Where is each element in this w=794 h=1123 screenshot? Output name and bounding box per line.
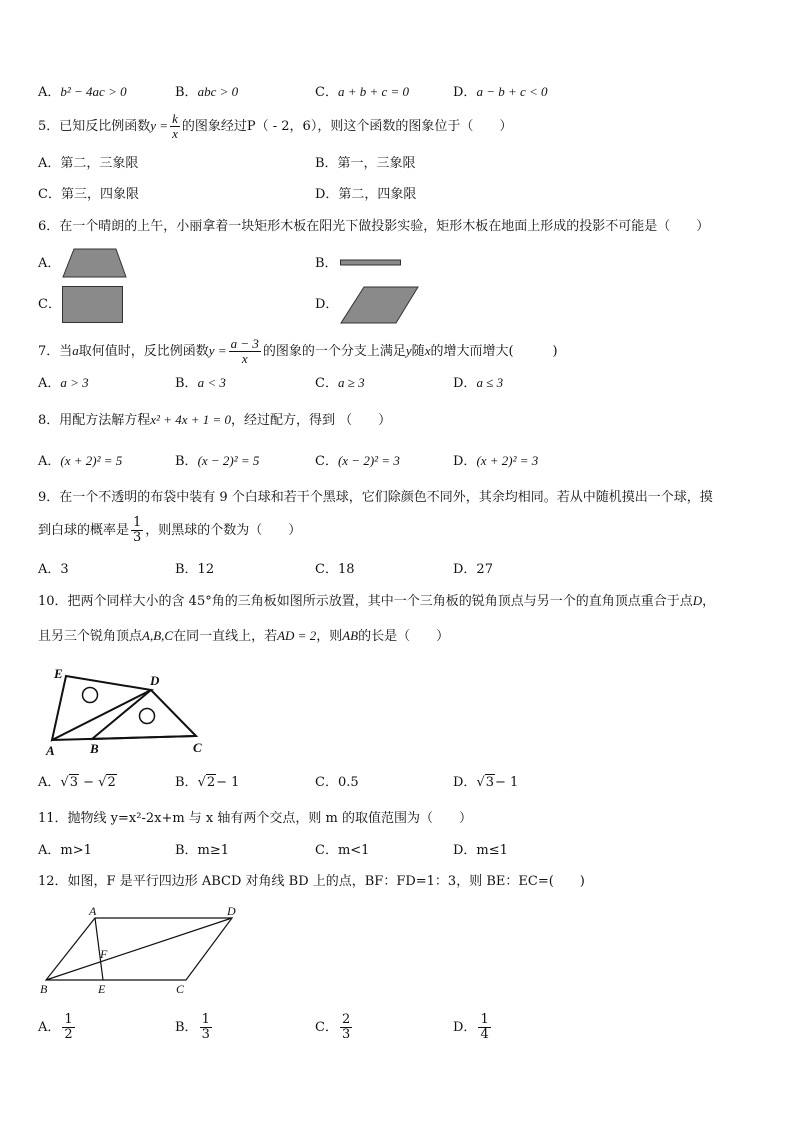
q12-option-c: C． $\frac{2}{3}$ (315, 1012, 351, 1042)
q8-option-a: A．(x + 2)² = 5 (38, 453, 123, 469)
q12-option-a: A． $\frac{1}{2}$ (38, 1012, 73, 1042)
q4-option-b: B．abc > 0 (175, 84, 239, 100)
q12-label-f: F (100, 947, 108, 961)
q10-circle-hole-2 (140, 709, 155, 724)
q10-line-ac (52, 736, 196, 740)
q4-option-a-math: b² − 4ac > 0 (60, 84, 127, 99)
q7-option-a: A．a > 3 (38, 375, 89, 391)
q6-trapezoid-figure (62, 248, 128, 278)
q6-stem: 6．在一个晴朗的上午，小丽拿着一块矩形木板在阳光下做投影实验，矩形木板在地面上形成的投影不可能是（ ） (38, 219, 710, 234)
q7-option-d: D．a ≤ 3 (453, 375, 504, 391)
q11-stem: 11．抛物线 y=x²-2x+m 与 x 轴有两个交点，则 m 的取值范围为（ ） (38, 811, 472, 826)
q12-option-d: D． $\frac{1}{4}$ (453, 1012, 489, 1042)
q8-option-d: D．(x + 2)² = 3 (453, 453, 539, 469)
q5-stem: 5．已知反比例函数y = $\frac{k}{x}$ 的图象经过P（ - 2，6），则这个函数的图象位于（ ） (38, 111, 513, 141)
q9-stem-line1: 9．在一个不透明的布袋中装有 9 个白球和若干个黑球，它们除颜色不同外，其余均相同。若从中随机摸出一个球，摸 (38, 490, 713, 505)
q10-option-a: A．√3 − √2 (38, 775, 116, 790)
q10-stem-line2: 且另三个锐角顶点A,B,C在同一直线上，若AD = 2，则AB的长是（ ） (38, 628, 450, 644)
q7-option-b: B．a < 3 (175, 375, 226, 391)
q7-stem: 7．当a取何值时，反比例函数y = $\frac{a - 3}{x}$ 的图象的一个分支上满足y随x的增大而增大( ) (38, 336, 558, 366)
q10-option-b: B．√2− 1 (175, 775, 240, 790)
q9-fraction: $\frac{1}{3}$ (133, 515, 142, 545)
q9-option-d: D．27 (453, 562, 493, 577)
q4-option-b-math: abc > 0 (197, 84, 239, 99)
q5-option-a: A．第二，三象限 (38, 156, 139, 171)
q10-triangle-dbc (92, 690, 196, 739)
q5-fraction: $\frac{k}{x}$ (172, 111, 178, 141)
q10-option-d: D．√3− 1 (453, 775, 519, 790)
q9-stem-line2: 到白球的概率是 $\frac{1}{3}$ ，则黑球的个数为（ ） (38, 515, 302, 545)
q4-option-c: C．a + b + c = 0 (315, 84, 410, 100)
q7-fraction: $\frac{a - 3}{x}$ (230, 336, 259, 366)
q12-label-e: E (98, 982, 106, 996)
q10-triangles-figure (44, 664, 214, 758)
q10-circle-hole-1 (83, 688, 98, 703)
q6-option-d: D． (315, 297, 339, 312)
q12-option-b: B． $\frac{1}{3}$ (175, 1012, 210, 1042)
q10-option-c: C．0.5 (315, 775, 359, 790)
q11-option-c: C．m<1 (315, 843, 370, 858)
q10-label-c: C (193, 740, 202, 755)
q9-option-b: B．12 (175, 562, 215, 577)
q12-stem: 12．如图，F 是平行四边形 ABCD 对角线 BD 上的点，BF：FD=1：3，则 BE：EC=( ) (38, 874, 585, 889)
q4-option-c-math: a + b + c = 0 (337, 84, 410, 99)
q12-label-a: A (89, 904, 97, 918)
q6-option-b: B． (315, 256, 338, 271)
q10-label-a: A (46, 743, 55, 758)
q5-option-b: B．第一，三象限 (315, 156, 416, 171)
q12-parallelogram-figure (38, 904, 248, 996)
q8-option-b: B．(x − 2)² = 5 (175, 453, 260, 469)
q6-option-a: A． (38, 256, 61, 271)
q12-label-d: D (227, 904, 236, 918)
q9-option-c: C．18 (315, 562, 355, 577)
q4-option-d-math: a − b + c < 0 (476, 84, 548, 99)
q6-rectangle-figure (62, 286, 124, 324)
q5-option-d: D．第二，四象限 (315, 187, 417, 202)
q6-option-c: C． (38, 297, 61, 312)
q8-option-c: C．(x − 2)² = 3 (315, 453, 400, 469)
q6-parallelogram-figure (340, 286, 420, 324)
q11-option-d: D．m≤1 (453, 843, 508, 858)
q10-label-e: E (54, 666, 63, 681)
q9-option-a: A．3 (38, 562, 69, 577)
q4-option-a: A．b² − 4ac > 0 (38, 84, 127, 100)
q10-stem-line1: 10．把两个同样大小的含 45°角的三角板如图所示放置，其中一个三角板的锐角顶点与另一个的直角顶点重合于点D， (38, 593, 716, 609)
q4-option-d: D．a − b + c < 0 (453, 84, 548, 100)
q12-label-b: B (40, 982, 48, 996)
q12-label-c: C (176, 982, 185, 996)
q11-option-b: B．m≥1 (175, 843, 230, 858)
q8-stem: 8．用配方法解方程x² + 4x + 1 = 0，经过配方，得到 （ ） (38, 412, 392, 428)
q10-label-d: D (150, 673, 160, 688)
q5-option-c: C．第三，四象限 (38, 187, 139, 202)
q6-segment-figure (340, 259, 402, 267)
q7-option-c: C．a ≥ 3 (315, 375, 365, 391)
q10-label-b: B (90, 741, 99, 756)
q12-diagonal-bd (46, 918, 232, 980)
q11-option-a: A．m>1 (38, 843, 92, 858)
